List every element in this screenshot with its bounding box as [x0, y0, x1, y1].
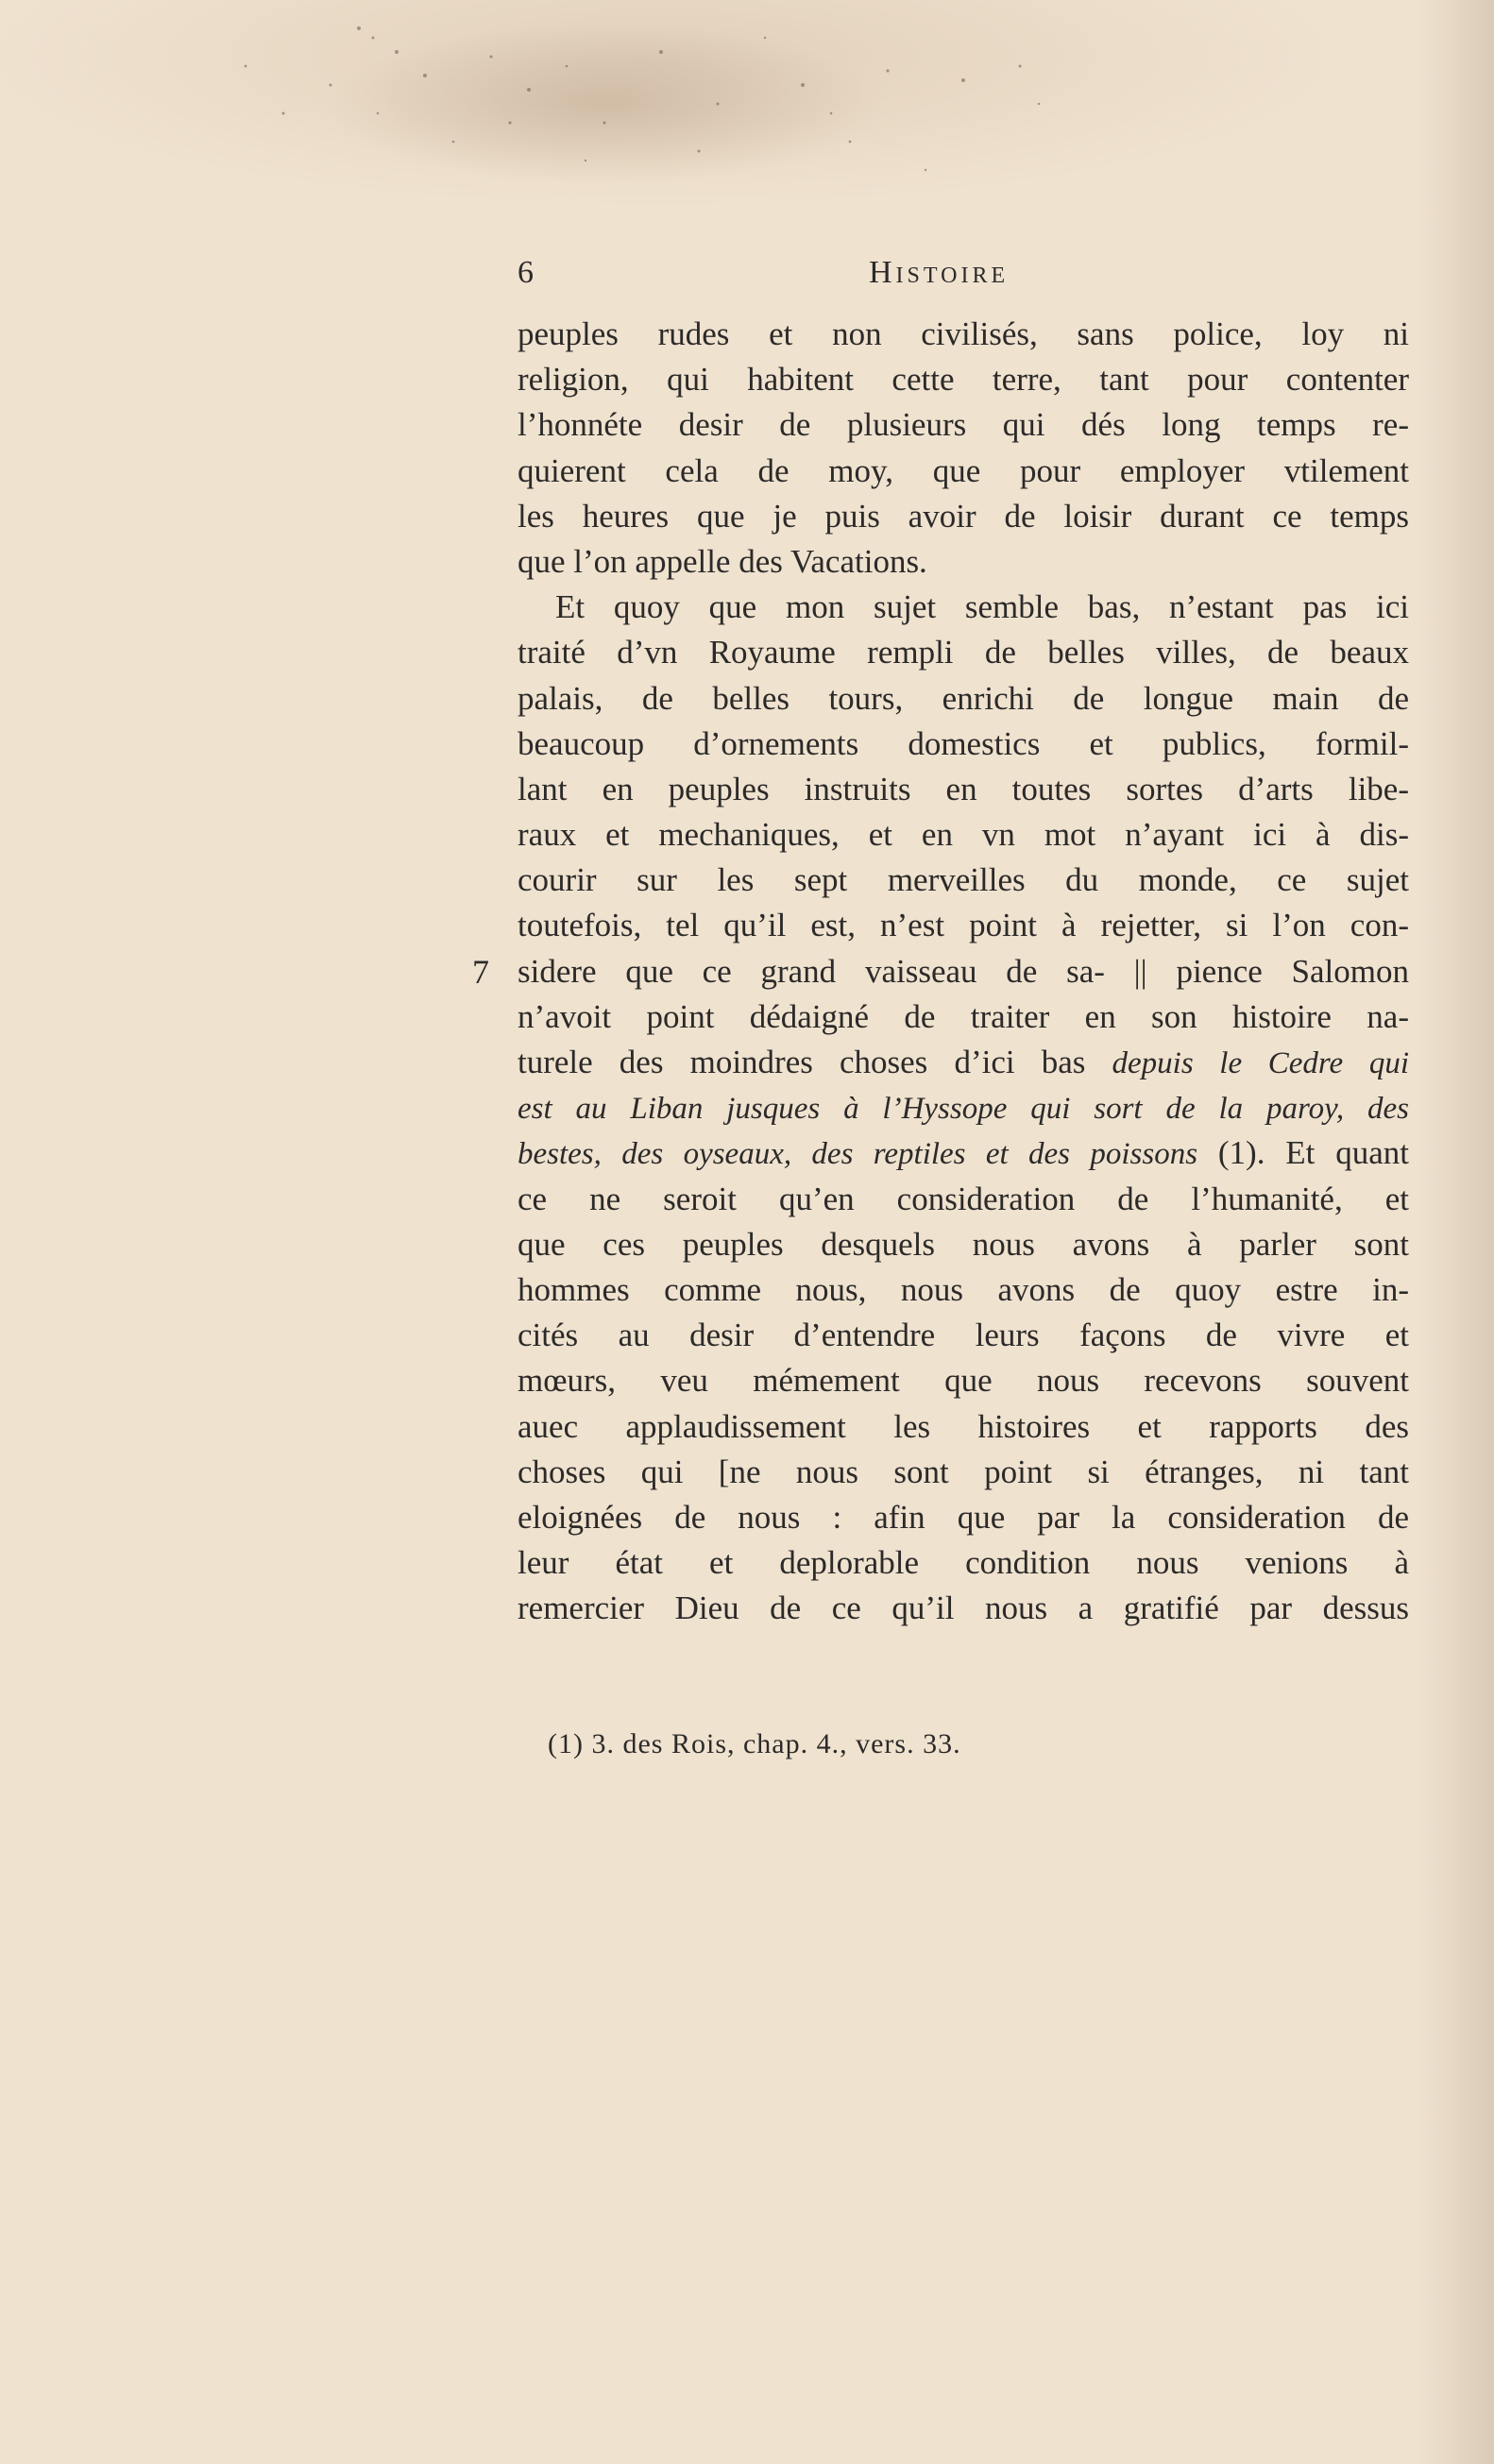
text-line: palais, de belles tours, enrichi de longue main de — [518, 679, 1409, 717]
text-line: remercier Dieu de ce qu’il nous a gratifié par dessus — [518, 1589, 1409, 1627]
text-line-mixed — [518, 1040, 1409, 1085]
foxing-stains — [0, 0, 1494, 246]
text-line — [518, 1085, 1409, 1130]
text-line: mœurs, veu mémement que nous recevons souvent — [518, 1362, 1409, 1400]
text-line: cités au desir d’entendre leurs façons de vivre et — [518, 1317, 1409, 1354]
footnote: (1) 3. des Rois, chap. 4., vers. 33. — [548, 1728, 961, 1759]
text-line: peuples rudes et non civilisés, sans police, loy ni — [518, 315, 1409, 352]
text-line: raux et mechaniques, et en vn mot n’ayant ici à dis- — [518, 816, 1409, 854]
body-text — [518, 312, 1409, 1631]
text-line: n’avoit point dédaigné de traiter en son histoire na- — [518, 997, 1409, 1035]
text-line: lant en peuples instruits en toutes sortes d’arts libe- — [518, 770, 1409, 807]
italic-quote: est au Liban jusques à l’Hyssope qui sort de la paroy, des — [518, 1092, 1409, 1127]
italic-quote: bestes, des oyseaux, des reptiles et des poissons — [518, 1137, 1198, 1172]
text-line-mixed — [518, 1130, 1409, 1176]
text-line: les heures que je puis avoir de loisir durant ce temps — [518, 497, 1409, 535]
text-line: choses qui [ne nous sont point si étranges, ni tant — [518, 1453, 1409, 1490]
text-line: auec applaudissement les histoires et rapports des — [518, 1407, 1409, 1445]
text-line: que ces peuples desquels nous avons à parler sont — [518, 1225, 1409, 1263]
text-line: que l’on appelle des Vacations. — [518, 542, 927, 580]
text-line: leur état et deplorable condition nous venions à — [518, 1544, 1409, 1582]
margin-page-marker: 7 — [472, 953, 489, 991]
running-title: Histoire — [869, 255, 1010, 290]
text-line: courir sur les sept merveilles du monde, ce sujet — [518, 861, 1409, 899]
footnote-reference: (1). Et quant — [1217, 1134, 1409, 1172]
text-line: sidere que ce grand vaisseau de sa- || pience Salomon — [518, 952, 1409, 990]
text-line: beaucoup d’ornements domestics et publics, formil- — [518, 724, 1409, 762]
text-segment: turele des moindres choses d’ici bas — [518, 1044, 1086, 1080]
text-line: eloignées de nous : afin que par la consideration de — [518, 1498, 1409, 1536]
italic-quote: depuis le Cedre qui — [1112, 1046, 1409, 1080]
text-line: l’honnéte desir de plusieurs qui dés long temps re- — [518, 406, 1409, 444]
page-header — [518, 255, 1409, 293]
text-line: hommes comme nous, nous avons de quoy estre in- — [518, 1270, 1409, 1308]
page-number: 6 — [518, 255, 535, 290]
text-line: ce ne seroit qu’en consideration de l’humanité, et — [518, 1180, 1409, 1217]
text-line: religion, qui habitent cette terre, tant pour contenter — [518, 361, 1409, 399]
text-line: toutefois, tel qu’il est, n’est point à rejetter, si l’on con- — [518, 907, 1409, 944]
text-line: traité d’vn Royaume rempli de belles villes, de beaux — [518, 634, 1409, 671]
text-line: quierent cela de moy, que pour employer vtilement — [518, 451, 1409, 489]
text-line: Et quoy que mon sujet semble bas, n’estant pas ici — [555, 588, 1409, 626]
